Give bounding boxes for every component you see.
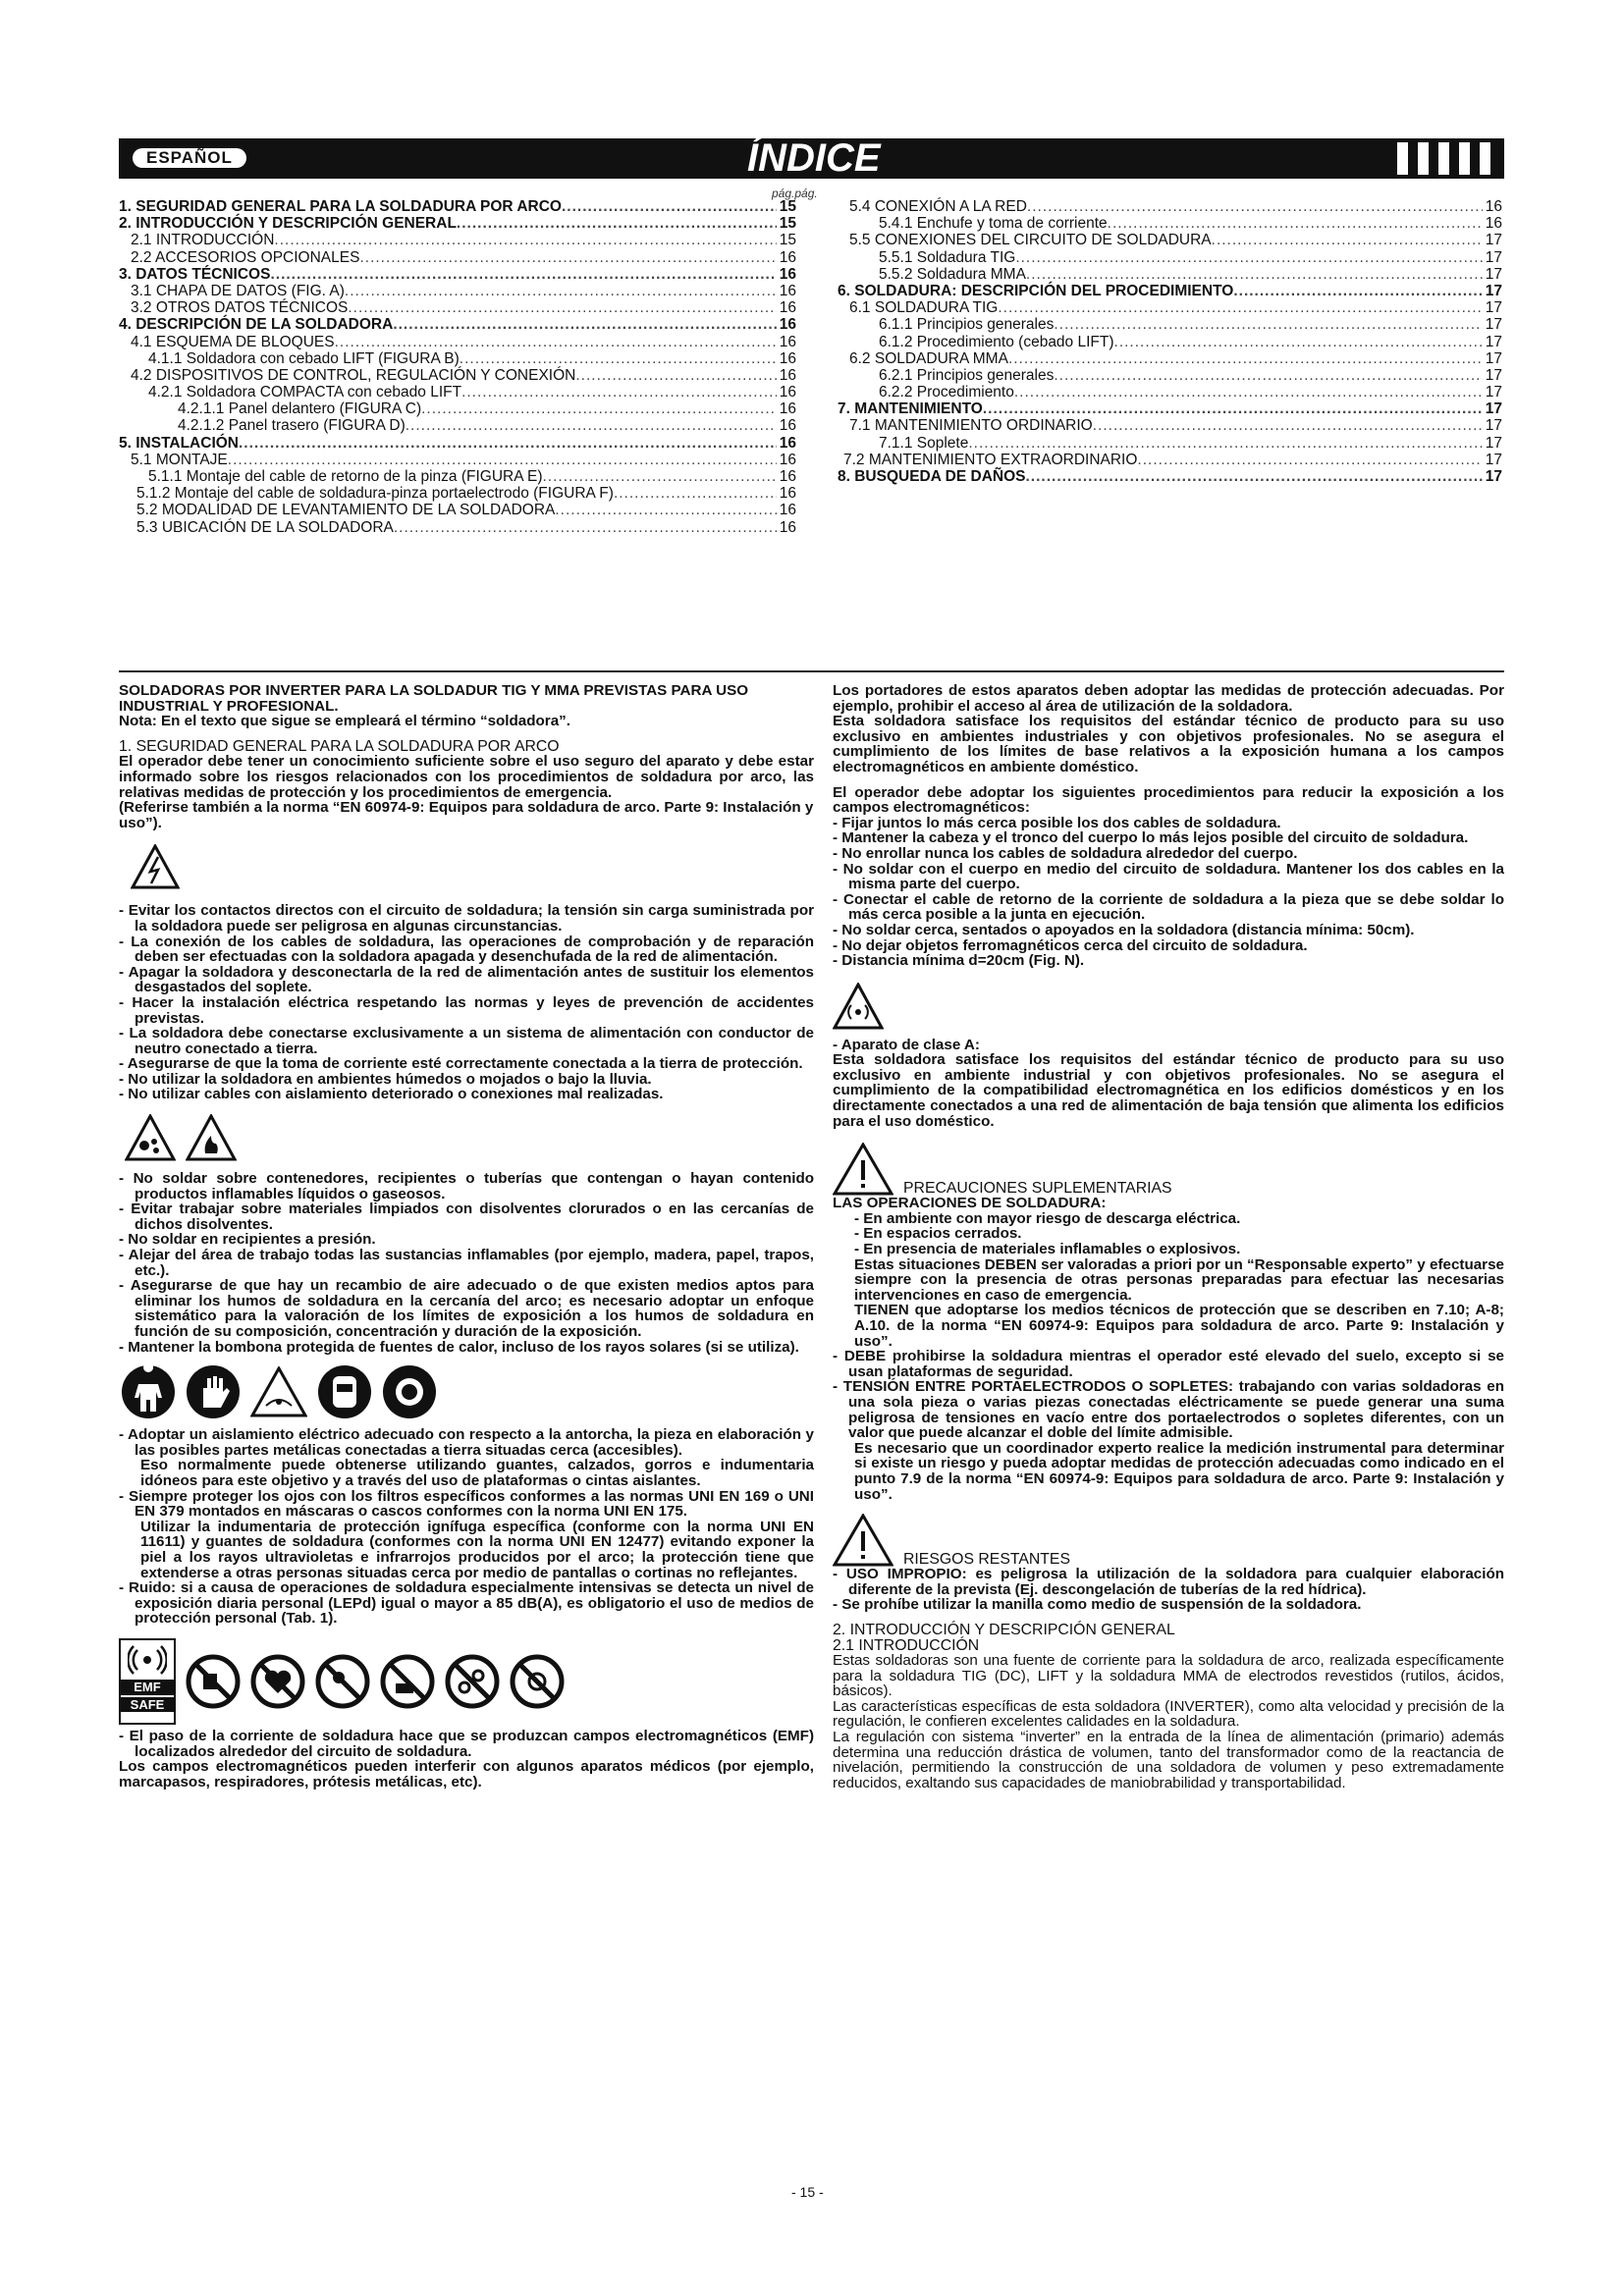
list-item: - Asegurarse de que hay un recambio de aire adecuado o de que existen medios aptos para eliminar los humos de soldadura en la cercanía del arco; es necesario adoptar un enfoque sistemático para la valoración de los límites de exposición a los humos de soldadura en función de su composición, concentración y duración de la exposición. [119, 1277, 814, 1340]
list-item: - TENSIÓN ENTRE PORTAELECTRODOS O SOPLETES: trabajando con varias soldadoras en una sola pieza o varias piezas conectadas eléctricamente se puede generar una suma peligrosa de tensiones en vacío entre dos portaelectrodos o sopletes diferentes, con un valor que puede alcanzar el doble del límite admisible. [833, 1378, 1504, 1442]
index-entry-leader [1114, 334, 1483, 350]
index-entry-leader [1014, 384, 1483, 400]
index-entry-leader [359, 249, 776, 266]
index-entry [119, 435, 796, 452]
list-item: - No utilizar la soldadora en ambientes húmedos o mojados o bajo la lluvia. [119, 1070, 652, 1088]
left-text-column: SOLDADORAS POR INVERTER PARA LA SOLDADUR TIG Y MMA PREVISTAS PARA USO INDUSTRIAL Y PROFESIONAL. Nota: En el texto que sigue se empleará el término “soldadora”. 1. SEGURIDAD GENERAL PARA LA SOLDADURA POR ARCO El operador debe tener un conocimiento suficiente sobre el uso seguro del aparato y debe estar informado sobre los riesgos relacionados con los procedimientos de soldadura por arco, las relativas medidas de protección y los procedimientos de emergencia. (Referirse también a la norma “EN 60974-9: Equipos para soldadura de arco. Parte 9: Instalación y uso”). - Evitar los contactos directos con el circuito de soldadura; la tensión sin carga suministrada por la soldadora puede ser peligrosa en algunas circunstancias. - La conexión de los cables de soldadura, las operaciones de comprobación y de reparación deben ser efectuadas con la soldadora apagada y desenchufada de la red de alimentación. - Apagar la soldadora y desconectarla de la red de alimentación antes de sustituir los elementos desgastados del soplete. - Hacer la instalación eléctrica respetando las normas y leyes de prevención de accidentes previstas. - La soldadora debe conectarse exclusivamente a un sistema de alimentación con conductor de neutro conectado a tierra. - Asegurarse de que la toma de corriente esté correctamente conectada a la tierra de protección. - No utilizar la soldadora en ambientes húmedos o mojados o bajo la lluvia. - No utilizar cables con aislamiento deteriorado o conexiones mal realizadas. - No soldar sobre contenedores, recipientes o tuberías que contengan o hayan contenido productos inflamables líquidos o gaseosos. - Evitar trabajar sobre materiales limpiados con disolventes clorurados o en las cercanías de dichos disolventes. - No soldar en recipientes a presión. - Alejar del área de trabajo todas las sustancias inflamables (por ejemplo, madera, papel, trapos, etc.). - Asegurarse de que hay un recambio de aire adecuado o de que existen medios aptos para eliminar los humos de soldadura en la cercanía del arco; es necesario adoptar un enfoque sistemático para la valoración de los límites de exposición a los humos de soldadura en función de su composición, concentración y duración de la exposición. - Mantener la bombona protegida de fuentes de calor, incluso de los rayos solares (si se utiliza). - Adoptar un aislamiento eléctrico adecuado con respecto a la antorcha, la pieza en elaboración y las posibles partes metálicas conectadas a tierra situadas cerca (accesibles). Eso normalmente puede obtenerse utilizando guantes, calzados, gorros e indumentaria idóneos para este objetivo y a través del uso de plataformas o cintas aislantes. - Siempre proteger los ojos con los filtros específicos conformes a las normas UNI EN 169 o UNI EN 379 montados en máscaras o cascos conformes con la norma UNI EN 175. Utilizar la indumentaria de protección ignífuga específica (conforme con la norma UNI EN 11611) y guantes de soldadura (conformes con la norma UNI EN 12477) evitando exponer la piel a los rayos ultravioletas e infrarrojos producidos por el arco; la protección tiene que extenderse a otras personas situadas cerca por medio de pantallas o cortinas no reflejantes. - Ruido: si a causa de operaciones de soldadura especialmente intensivas se detecta un nivel de exposición diaria personal (LEPd) igual o mayor a 85 dB(A), es obligatorio el uso de medios de protección personal (Tab. 1). EMF SAFE - El paso de la corriente de soldadura hace que se produzcan campos electromagnéticos (EMF) localizados alrededor del circuito de soldadura. Los campos electromagnéticos pueden interferir con algunos aparatos médicos (por ejemplo, marcapasos, respiradores, prótesis metálicas, etc). [119, 682, 815, 1790]
index-entry-page: 16 [779, 400, 796, 418]
list-item: - No dejar objetos ferromagnéticos cerca del circuito de soldadura. [833, 936, 1308, 954]
index-entry-leader [575, 367, 776, 384]
protective-clothing-icon [121, 1364, 176, 1419]
precautions-text-2: TIENEN que adoptarse los medios técnicos de protección que se describen en 7.10; A-8; A.10. de la norma “EN 60974-9: Equipos para soldadura de arco. Parte 9: Instalación y uso”. [854, 1302, 1504, 1350]
pacemaker-paragraph: Los portadores de estos aparatos deben adoptar las medidas de protección adecuadas. Por ejemplo, prohibir el acceso al área de utilización de la soldadora. [833, 682, 1504, 715]
index-entry-leader [270, 266, 776, 283]
index-entry-page: 16 [779, 265, 796, 283]
emf-standard-paragraph: Esta soldadora satisface los requisitos del estándar técnico de producto para su uso exclusivo en ambientes industriales y con objetivos profesionales. No se asegura el cumplimiento de los límites de base relativos a la exposición humana a los campos electromagnéticos en ambiente doméstico. [833, 713, 1504, 775]
index-entry-page: 15 [779, 232, 796, 249]
index-entry-leader [1108, 215, 1483, 232]
index-entry-title: 4.1.1 Soldadora con cebado LIFT (FIGURA B) [148, 349, 460, 367]
index-entry-title: 5.5.2 Soldadura MMA [879, 265, 1026, 283]
index-entry-page: 16 [779, 384, 796, 401]
index-entry-title: 5.1.2 Montaje del cable de soldadura-pinza portaelectrodo (FIGURA F) [136, 485, 614, 503]
index-entry-leader [228, 452, 777, 468]
index-entry-page: 16 [779, 349, 796, 367]
index-left-column [119, 198, 796, 536]
list-item [854, 1226, 1504, 1242]
emf-procedures-intro: El operador debe adoptar los siguientes procedimientos para reducir la exposición a los campos electromagnéticos: [833, 783, 1504, 817]
index-entry-leader [348, 299, 776, 316]
index-entry [838, 417, 1502, 434]
list-item: - Mantener la cabeza y el tronco del cuerpo lo más lejos posible del circuito de soldadura. [833, 829, 1469, 847]
precautions-subtitle: LAS OPERACIONES DE SOLDADURA: [833, 1195, 1107, 1212]
index-entry-title: 7. MANTENIMIENTO [838, 400, 983, 418]
index-entry [119, 215, 796, 232]
protective-gloves-icon [186, 1364, 241, 1419]
index-entry-title: 5.4 CONEXIÓN A LA RED [849, 198, 1027, 215]
index-entry-page: 17 [1485, 400, 1502, 418]
index-entry-title: 5.5.1 Soldadura TIG [879, 248, 1016, 266]
index-entry-page: 16 [779, 485, 796, 503]
warning-icon [833, 1514, 893, 1567]
index-entry-page: 16 [779, 316, 796, 334]
emf-label: EMF [121, 1680, 174, 1695]
index-entry [119, 417, 796, 434]
index-entry-title: 6.1.2 Procedimiento (cebado LIFT) [879, 333, 1114, 350]
index-entry-page: 17 [1485, 282, 1502, 299]
list-item-text: Hacer la instalación eléctrica respetando las normas y leyes de prevención de accidentes previstas. [132, 993, 815, 1027]
list-item-text: Se prohíbe utilizar la manilla como medio de suspensión de la soldadora. [841, 1596, 1362, 1614]
list-item: - Conectar el cable de retorno de la corriente de soldadura a la pieza que se debe soldar lo más cerca posible a la junta en ejecución. [833, 890, 1505, 924]
index-entry-leader [1015, 249, 1482, 266]
list-item-text: Evitar trabajar sobre materiales limpiados con disolventes clorurados o en las cercanías de dichos disolventes. [131, 1201, 814, 1233]
index-entry [119, 232, 796, 248]
no-pacemaker-icon [186, 1654, 241, 1709]
list-item-text: No soldar sobre contenedores, recipientes o tuberías que contengan o hayan contenido productos inflamables líquidos o gaseosos. [133, 1170, 815, 1202]
index-entry-title: 1. SEGURIDAD GENERAL PARA LA SOLDADURA POR ARCO [119, 198, 562, 215]
index-entry-page: 16 [779, 434, 796, 452]
ppe-item-insulation: Adoptar un aislamiento eléctrico adecuado con respecto a la antorcha, la pieza en elaboración y las posibles partes metálicas conectadas a tierra situadas cerca (accesibles). [128, 1426, 814, 1459]
index-entry-leader [406, 417, 777, 434]
index-entry [838, 334, 1502, 350]
index-entry-title: 6.2 SOLDADURA MMA [849, 349, 1008, 367]
index-entry [838, 350, 1502, 367]
emf-text-1: El paso de la corriente de soldadura hace que se produzcan campos electromagnéticos (EMF) localizados alrededor del circuito de soldadura. [129, 1727, 815, 1760]
index-entry-page: 15 [779, 198, 796, 215]
index-entry-leader [1008, 350, 1483, 367]
explosive-hazard-icon [125, 1114, 176, 1161]
list-item-text: Asegurarse de que la toma de corriente esté correctamente conectada a la tierra de protección. [127, 1055, 803, 1073]
index-entry-leader [1233, 283, 1482, 299]
ppe-item-noise: Ruido: si a causa de operaciones de soldadura especialmente intensivas se detecta un nivel de exposición diaria personal (LEPd) igual o mayor a 85 dB(A), es obligatorio el uso de medios de protección personal (Tab. 1). [128, 1579, 815, 1628]
emf-safe-badge [119, 1638, 176, 1725]
index-entry-page: 16 [1485, 198, 1502, 215]
electric-safety-list [119, 903, 814, 1102]
index-entry-page: 17 [1485, 349, 1502, 367]
index-entry-title: 4.2.1.2 Panel trasero (FIGURA D) [178, 417, 406, 435]
list-item-text: DEBE prohibirse la soldadura mientras el operador esté elevado del suelo, excepto si se usan plataformas de seguridad. [843, 1348, 1504, 1380]
emf-text-2: Los campos electromagnéticos pueden interferir con algunos aparatos médicos (por ejemplo, marcapasos, respiradores, prótesis metálicas, etc). [119, 1758, 814, 1790]
list-item-text: No dejar objetos ferromagnéticos cerca del circuito de soldadura. [841, 936, 1308, 954]
index-entry-title: 5.1.1 Montaje del cable de retorno de la pinza (FIGURA E) [148, 468, 543, 485]
ppe-list: - Adoptar un aislamiento eléctrico adecuado con respecto a la antorcha, la pieza en elaboración y las posibles partes metálicas conectadas a tierra situadas cerca (accesibles). Eso normalmente puede obtenerse utilizando guantes, calzados, gorros e indumentaria idóneos para este objetivo y a través del uso de plataformas o cintas aislantes. - Siempre proteger los ojos con los filtros específicos conformes a las normas UNI EN 169 o UNI EN 379 montados en máscaras o cascos conformes con la norma UNI EN 175. Utilizar la indumentaria de protección ignífuga específica (conforme con la norma UNI EN 11611) y guantes de soldadura (conformes con la norma UNI EN 12477) evitando exponer la piel a los rayos ultravioletas e infrarrojos producidos por el arco; la protección tiene que extenderse a otras personas situadas cerca por medio de pantallas o cortinas no reflejantes. - Ruido: si a causa de operaciones de soldadura especialmente intensivas se detecta un nivel de exposición diaria personal (LEPd) igual o mayor a 85 dB(A), es obligatorio el uso de medios de protección personal (Tab. 1). [119, 1426, 815, 1628]
list-item: - Fijar juntos lo más cerca posible los dos cables de soldadura. [833, 814, 1281, 831]
residual-risks-list [833, 1567, 1504, 1613]
index-entry [838, 452, 1502, 468]
list-item-text: Fijar juntos lo más cerca posible los dos cables de soldadura. [841, 814, 1281, 831]
emf-procedures-list [833, 816, 1504, 969]
index-entry-title: 4. DESCRIPCIÓN DE LA SOLDADORA [119, 316, 394, 334]
index-entry [838, 249, 1502, 266]
list-item: - No utilizar cables con aislamiento deteriorado o conexiones mal realizadas. [119, 1086, 664, 1103]
list-item: - La conexión de los cables de soldadura, las operaciones de comprobación y de reparación deben ser efectuadas con la soldadora apagada y desenchufada de la red de alimentación. [119, 933, 814, 966]
index-entry [119, 452, 796, 468]
index-entry [838, 384, 1502, 400]
list-item-text: TENSIÓN ENTRE PORTAELECTRODOS O SOPLETES: trabajando con varias soldadoras en una sola pieza o varias piezas conectadas eléctricamente se puede generar una suma peligrosa de tensiones en vacío entre dos portaelectrodos o sopletes diferentes, con un valor que puede alcanzar el doble del límite admisible. [842, 1378, 1504, 1442]
index-entry [119, 384, 796, 400]
index-entry-leader [345, 283, 777, 299]
section-2-1-paragraph-1: Estas soldadoras son una fuente de corriente para la soldadura de arco, realizada específicamente para la soldadura TIG (DC), LIFT y la soldadura MMA de electrodos revestidos (rutilos, ácidos, básicos). [833, 1652, 1504, 1700]
list-item-text: USO IMPROPIO: es peligrosa la utilización de la soldadora para cualquier elaboración diferente de la prevista (Ej. descongelación de tuberías de la red hídrica). [845, 1566, 1504, 1598]
list-item: - La soldadora debe conectarse exclusivamente a un sistema de alimentación con conductor de neutro conectado a tierra. [119, 1025, 814, 1057]
index-entry-leader [1025, 468, 1482, 485]
list-item-text: No soldar con el cuerpo en medio del circuito de soldadura. Mantener los dos cables en la misma parte del cuerpo. [842, 860, 1504, 893]
index-entry [838, 468, 1502, 485]
index-entry-leader [393, 316, 776, 333]
index-entry-page: 17 [1485, 265, 1502, 283]
list-item: - Mantener la bombona protegida de fuentes de calor, incluso de los rayos solares (si se utiliza). [119, 1338, 799, 1356]
index-entry-title: 3.2 OTROS DATOS TÉCNICOS [131, 299, 349, 317]
precautions-list [833, 1349, 1504, 1441]
index-right-column [838, 198, 1502, 485]
index-entry-title: 6.1 SOLDADURA TIG [849, 299, 999, 317]
index-entry-page: 17 [1485, 434, 1502, 452]
list-item-text: No soldar en recipientes a presión. [128, 1231, 376, 1249]
no-watch-icon [510, 1654, 565, 1709]
index-entry-page: 16 [779, 248, 796, 266]
section-2-1-title: 2.1 INTRODUCCIÓN [833, 1636, 980, 1654]
fire-safety-list [119, 1171, 814, 1355]
index-entry-page: 17 [1485, 384, 1502, 401]
index-entry-title: 7.1 MANTENIMIENTO ORDINARIO [849, 417, 1093, 435]
index-entry [838, 316, 1502, 333]
index-entry-page: 17 [1485, 248, 1502, 266]
precautions-text-1: Estas situaciones DEBEN ser valoradas a priori por un “Responsable experto” y efectuarse siempre con la presencia de otras personas preparadas para efectuar las necesarias intervenciones en caso de emergencia. [854, 1255, 1504, 1304]
index-entry-title: 5.2 MODALIDAD DE LEVANTAMIENTO DE LA SOLDADORA [136, 502, 556, 519]
list-item [854, 1211, 1504, 1227]
index-entry-page: 16 [779, 502, 796, 519]
list-item-text: - En presencia de materiales inflamables o explosivos. [854, 1241, 1241, 1258]
index-entry-page: 15 [779, 215, 796, 233]
list-item-text: No utilizar la soldadora en ambientes húmedos o mojados o bajo la lluvia. [128, 1070, 652, 1088]
section-2-title: 2. INTRODUCCIÓN Y DESCRIPCIÓN GENERAL [833, 1621, 1175, 1638]
list-item: - Evitar trabajar sobre materiales limpiados con disolventes clorurados o en las cercanías de dichos disolventes. [119, 1201, 814, 1233]
list-item-text: La conexión de los cables de soldadura, las operaciones de comprobación y de reparación deben ser efectuadas con la soldadora apagada y desenchufada de la red de alimentación. [131, 933, 814, 966]
list-item-text: - En espacios cerrados. [854, 1225, 1022, 1243]
index-entry-page: 16 [779, 366, 796, 384]
index-entry-page: 16 [779, 518, 796, 536]
intro-title: SOLDADORAS POR INVERTER PARA LA SOLDADUR TIG Y MMA PREVISTAS PARA USO INDUSTRIAL Y PROFESIONAL. [119, 682, 749, 715]
index-entry-page: 17 [1485, 299, 1502, 317]
index-entry-title: 5.3 UBICACIÓN DE LA SOLDADORA [136, 518, 394, 536]
list-item: - Evitar los contactos directos con el circuito de soldadura; la tensión sin carga suministrada por la soldadora puede ser peligrosa en algunas circunstancias. [119, 902, 815, 934]
index-entry-page: 17 [1485, 232, 1502, 249]
index-entry-leader [555, 502, 776, 518]
index-entry-leader [460, 350, 777, 367]
index-title: ÍNDICE [747, 136, 881, 180]
index-entry [838, 266, 1502, 283]
section-divider [119, 670, 1504, 672]
index-entry-page: 17 [1485, 333, 1502, 350]
index-entry [119, 283, 796, 299]
index-entry-leader [998, 299, 1482, 316]
list-item: - Se prohíbe utilizar la manilla como medio de suspensión de la soldadora. [833, 1596, 1362, 1614]
index-entry-leader [543, 468, 777, 485]
ppe-item-clothing: Utilizar la indumentaria de protección ignífuga específica (conforme con la norma UNI EN 11611) y guantes de soldadura (conformes con la norma UNI EN 12477) evitando exponer la piel a los rayos ultravioletas e infrarrojos producidos por el arco; la protección tiene que extenderse a otras personas situadas cerca por medio de pantallas o cortinas no reflejantes. [140, 1518, 814, 1581]
index-entry-page: 17 [1485, 316, 1502, 334]
index-entry-leader [1054, 316, 1482, 333]
index-entry-title: 3.1 CHAPA DE DATOS (FIG. A) [131, 282, 345, 299]
index-entry-title: 4.1 ESQUEMA DE BLOQUES [131, 333, 335, 350]
list-item-text: Alejar del área de trabajo todas las sustancias inflamables (por ejemplo, madera, papel, trapos, etc.). [128, 1247, 814, 1279]
index-entry-leader [1212, 232, 1483, 248]
section-2-1-paragraph-2: Las características específicas de esta soldadora (INVERTER), como alta velocidad y precisión de la regulación, le confieren excelentes calidades en la soldadura. [833, 1697, 1504, 1731]
index-entry [119, 249, 796, 266]
non-ionizing-radiation-icon [833, 983, 884, 1030]
list-item: - Alejar del área de trabajo todas las sustancias inflamables (por ejemplo, madera, papel, trapos, etc.). [119, 1247, 814, 1279]
face-shield-icon [317, 1364, 372, 1419]
index-entry-title: 5.4.1 Enchufe y toma de corriente [879, 215, 1108, 233]
precautions-text-3: Es necesario que un coordinador experto realice la medición instrumental para determinar si existe un riesgo y pueda adoptar medidas de protección adecuadas como indicado en el punto 7.9 de la norma “EN 60974-9: Equipos para soldadura de arco. Parte 9: Instalación y uso”. [854, 1439, 1504, 1503]
index-entry [119, 367, 796, 384]
warning-icon [833, 1143, 893, 1196]
list-item-text: Mantener la bombona protegida de fuentes de calor, incluso de los rayos solares (si se utiliza). [128, 1338, 799, 1356]
index-entry [838, 198, 1502, 215]
precautions-situations [833, 1211, 1504, 1257]
index-entry-page: 17 [1485, 417, 1502, 435]
index-entry-leader [457, 215, 777, 232]
index-entry-page: 17 [1485, 451, 1502, 468]
index-entry-title: 2.2 ACCESORIOS OPCIONALES [131, 248, 360, 266]
list-item-text: No soldar cerca, sentados o apoyados en la soldadora (distancia mínima: 50cm). [841, 921, 1415, 938]
list-item: - No soldar sobre contenedores, recipientes o tuberías que contengan o hayan contenido productos inflamables líquidos o gaseosos. [119, 1170, 815, 1202]
residual-risks-title: RIESGOS RESTANTES [903, 1550, 1070, 1568]
index-entry [119, 350, 796, 367]
index-entry-leader [394, 519, 777, 536]
index-entry [119, 266, 796, 283]
no-hearing-aid-icon [380, 1654, 435, 1709]
list-item: - Hacer la instalación eléctrica respetando las normas y leyes de prevención de accidentes previstas. [119, 993, 815, 1027]
index-entry-leader [274, 232, 776, 248]
list-item: - Distancia mínima d=20cm (Fig. N). [833, 952, 1085, 970]
index-entry-page: 16 [779, 333, 796, 350]
eye-hazard-icon [250, 1366, 307, 1417]
index-entry [119, 502, 796, 518]
index-entry [838, 400, 1502, 417]
index-entry-page: 16 [1485, 215, 1502, 233]
list-item [854, 1242, 1504, 1257]
no-metal-implant-icon [315, 1654, 370, 1709]
list-item-text: Apagar la soldadora y desconectarla de la red de alimentación antes de sustituir los elementos desgastados del soplete. [128, 963, 814, 996]
index-entry [119, 400, 796, 417]
index-entry-page: 16 [779, 282, 796, 299]
index-entry-title: 7.2 MANTENIMIENTO EXTRAORDINARIO [843, 451, 1138, 468]
index-entry [838, 299, 1502, 316]
index-entry [119, 519, 796, 536]
list-item-text: - En ambiente con mayor riesgo de descarga eléctrica. [854, 1209, 1241, 1227]
index-entry [838, 215, 1502, 232]
index-entry [119, 468, 796, 485]
index-entry [119, 485, 796, 502]
class-a-text: Esta soldadora satisface los requisitos del estándar técnico de producto para su uso exclusivo en ambiente industrial y con objetivos profesionales. No se asegura el cumplimiento de la compatibilidad electromagnética en los edificios domésticos y en los directamente conectados a una red de alimentación de baja tensión que alimenta los edificios para el uso doméstico. [833, 1051, 1504, 1130]
index-entry-title: 5.1 MONTAJE [131, 451, 228, 468]
precautions-title: PRECAUCIONES SUPLEMENTARIAS [903, 1179, 1172, 1197]
list-item-text: Evitar los contactos directos con el circuito de soldadura; la tensión sin carga suministrada por la soldadora puede ser peligrosa en algunas circunstancias. [128, 902, 815, 934]
list-item: - Asegurarse de que la toma de corriente esté correctamente conectada a la tierra de protección. [119, 1055, 803, 1073]
index-entry-title: 6.2.1 Principios generales [879, 366, 1055, 384]
list-item-text: Asegurarse de que hay un recambio de aire adecuado o de que existen medios aptos para eliminar los humos de soldadura en la cercanía del arco; es necesario adoptar un enfoque sistemático para la valoración de los límites de exposición a los humos de soldadura en función de su composición, concentración y duración de la exposición. [130, 1277, 814, 1340]
index-entry-page: 17 [1485, 366, 1502, 384]
list-item-text: Conectar el cable de retorno de la corriente de soldadura a la pieza que se debe soldar lo más cerca posible a la junta en ejecución. [843, 890, 1505, 924]
section-1-title: 1. SEGURIDAD GENERAL PARA LA SOLDADURA POR ARCO [119, 737, 560, 755]
emf-radiation-icon [128, 1640, 167, 1680]
index-entry-leader [421, 400, 777, 417]
index-entry-page: 16 [779, 451, 796, 468]
index-entry-leader [335, 334, 777, 350]
index-entry-title: 6.1.1 Principios generales [879, 316, 1055, 334]
list-item: - No soldar en recipientes a presión. [119, 1231, 376, 1249]
language-label: ESPAÑOL [133, 148, 246, 168]
list-item: - USO IMPROPIO: es peligrosa la utilización de la soldadora para cualquier elaboración diferente de la prevista (Ej. descongelación de tuberías de la red hídrica). [833, 1566, 1504, 1598]
index-entry [838, 232, 1502, 248]
index-entry-title: 8. BUSQUEDA DE DAÑOS [838, 468, 1026, 485]
ppe-item-eyes: Siempre proteger los ojos con los filtros específicos conformes a las normas UNI EN 169 o UNI EN 379 montados en máscaras o cascos conformes con la norma UNI EN 175. [129, 1487, 814, 1521]
index-entry-title: 2. INTRODUCCIÓN Y DESCRIPCIÓN GENERAL [119, 215, 457, 233]
index-entry [838, 283, 1502, 299]
index-entry-page: 16 [779, 299, 796, 317]
list-item-text: No utilizar cables con aislamiento deteriorado o conexiones mal realizadas. [128, 1086, 664, 1103]
index-entry-title: 5.5 CONEXIONES DEL CIRCUITO DE SOLDADURA [849, 232, 1212, 249]
index-entry-leader [562, 198, 777, 215]
right-text-column: Los portadores de estos aparatos deben adoptar las medidas de protección adecuadas. Por ejemplo, prohibir el acceso al área de utilización de la soldadora. Esta soldadora satisface los requisitos del estándar técnico de producto para su uso exclusivo en ambientes industriales y con objetivos profesionales. No se asegura el cumplimiento de los límites de base relativos a la exposición humana a los campos electromagnéticos en ambiente doméstico. El operador debe adoptar los siguientes procedimientos para reducir la exposición a los campos electromagnéticos: - Fijar juntos lo más cerca posible los dos cables de soldadura. - Mantener la cabeza y el tronco del cuerpo lo más lejos posible del circuito de soldadura. - No enrollar nunca los cables de soldadura alrededor del cuerpo. - No soldar con el cuerpo en medio del circuito de soldadura. Mantener los dos cables en la misma parte del cuerpo. - Conectar el cable de retorno de la corriente de soldadura a la pieza que se debe soldar lo más cerca posible a la junta en ejecución. - No soldar cerca, sentados o apoyados en la soldadora (distancia mínima: 50cm). - No dejar objetos ferromagnéticos cerca del circuito de soldadura. - Distancia mínima d=20cm (Fig. N). - Aparato de clase A: Esta soldadora satisface los requisitos del estándar técnico de producto para su uso exclusivo en ambiente industrial y con objetivos profesionales. No se asegura el cumplimiento de la compatibilidad electromagnética en los edificios domésticos y en los directamente conectados a una red de alimentación de baja tensión que alimenta los edificios para el uso doméstico. PRECAUCIONES SUPLEMENTARIAS LAS OPERACIONES DE SOLDADURA: - En ambiente con mayor riesgo de descarga eléctrica. - En espacios cerrados. - En presencia de materiales inflamables o explosivos. Estas situaciones DEBEN ser valoradas a priori por un “Responsable experto” y efectuarse siempre con la presencia de otras personas preparadas para efectuar las necesarias intervenciones en caso de emergencia. TIENEN que adoptarse los medios técnicos de protección que se describen en 7.10; A-8; A.10. de la norma “EN 60974-9: Equipos para soldadura de arco. Parte 9: Instalación y uso”. - DEBE prohibirse la soldadura mientras el operador esté elevado del suelo, excepto si se usan plataformas de seguridad. - TENSIÓN ENTRE PORTAELECTRODOS O SOPLETES: trabajando con varias soldadoras en una sola pieza o varias piezas conectadas eléctricamente se puede generar una suma peligrosa de tensiones en vacío entre dos portaelectrodos o sopletes diferentes, con un valor que puede alcanzar el doble del límite admisible. Es necesario que un coordinador experto realice la medición instrumental para determinar si existe un riesgo y pueda adoptar medidas de protección adecuadas como indicado en el punto 7.9 de la norma “EN 60974-9: Equipos para soldadura de arco. Parte 9: Instalación y uso”. RIESGOS RESTANTES - USO IMPROPIO: es peligrosa la utilización de la soldadora para cualquier elaboración diferente de la prevista (Ej. descongelación de tuberías de la red hídrica). - Se prohíbe utilizar la manilla como medio de suspensión de la soldadora. 2. INTRODUCCIÓN Y DESCRIPCIÓN GENERAL 2.1 INTRODUCCIÓN Estas soldadoras son una fuente de corriente para la soldadura de arco, realizada específicamente para la soldadura TIG (DC), LIFT y la soldadura MMA de electrodos revestidos (rutilos, ácidos, básicos). Las características específicas de esta soldadora (INVERTER), como alta velocidad y precisión de la regulación, le confieren excelentes calidades en la soldadura. La regulación con sistema “inverter” en la entrada de la línea de alimentación (primario) además determina una reducción drástica de volumen, tanto del transformador como de la reactancia de nivelación, permitiendo la construcción de una soldadora de volumen y peso extremadamente reducidos, exaltando sus capacidades de maniobrabilidad y transportabilidad. [833, 682, 1505, 1791]
index-entry-title: 2.1 INTRODUCCIÓN [131, 232, 275, 249]
index-entry [838, 435, 1502, 452]
index-entry-leader [983, 400, 1483, 417]
index-entry-leader [1137, 452, 1482, 468]
index-entry-page: 16 [779, 417, 796, 435]
intro-note: Nota: En el texto que sigue se empleará el término “soldadora”. [119, 713, 570, 730]
no-heart-implant-icon [250, 1654, 305, 1709]
index-entry-title: 5. INSTALACIÓN [119, 434, 239, 452]
list-item: - No soldar cerca, sentados o apoyados en la soldadora (distancia mínima: 50cm). [833, 921, 1415, 938]
index-entry [838, 367, 1502, 384]
electric-hazard-icon [131, 844, 180, 889]
index-entry-title: 4.2.1.1 Panel delantero (FIGURA C) [178, 400, 422, 418]
list-item-text: No enrollar nunca los cables de soldadura alrededor del cuerpo. [841, 844, 1298, 862]
ppe-item-insulation-note: Eso normalmente puede obtenerse utilizando guantes, calzados, gorros e indumentaria idóneos para este objetivo y a través del uso de plataformas o cintas aislantes. [140, 1457, 814, 1489]
no-metal-objects-icon [445, 1654, 500, 1709]
list-item: - DEBE prohibirse la soldadura mientras el operador esté elevado del suelo, excepto si se usan plataformas de seguridad. [833, 1348, 1504, 1380]
list-item-text: Distancia mínima d=20cm (Fig. N). [841, 952, 1085, 970]
index-entry [119, 334, 796, 350]
index-entry [119, 299, 796, 316]
index-entry-leader [239, 435, 777, 452]
page-number: - 15 - [791, 2184, 824, 2200]
index-entry-leader [1093, 417, 1483, 434]
index-entry-title: 4.2.1 Soldadora COMPACTA con cebado LIFT [148, 384, 462, 401]
index-header-bar [119, 138, 1504, 179]
index-entry [119, 198, 796, 215]
header-decoration-bars [1397, 142, 1490, 175]
index-entry-page: 17 [1485, 468, 1502, 485]
section-1-text: El operador debe tener un conocimiento suficiente sobre el uso seguro del aparato y debe estar informado sobre los riesgos relacionados con los procedimientos de soldadura por arco, las relativas medidas de protección y los procedimientos de emergencia. [119, 753, 814, 801]
index-entry-title: 7.1.1 Soplete [879, 434, 969, 452]
index-entry-leader [1054, 367, 1482, 384]
list-item-text: La soldadora debe conectarse exclusivamente a un sistema de alimentación con conductor de neutro conectado a tierra. [129, 1025, 814, 1057]
safe-label: SAFE [121, 1697, 174, 1713]
index-entry-leader [461, 384, 777, 400]
index-entry-leader [1026, 266, 1483, 283]
index-entry-title: 6. SOLDADURA: DESCRIPCIÓN DEL PROCEDIMIENTO [838, 282, 1234, 299]
list-item: - No enrollar nunca los cables de soldadura alrededor del cuerpo. [833, 844, 1298, 862]
list-item: - Apagar la soldadora y desconectarla de la red de alimentación antes de sustituir los elementos desgastados del soplete. [119, 963, 814, 996]
index-entry-leader [614, 485, 777, 502]
index-entry-leader [1027, 198, 1483, 215]
section-1-reference: (Referirse también a la norma “EN 60974-9: Equipos para soldadura de arco. Parte 9: Instalación y uso”). [119, 799, 814, 831]
ear-protection-icon [382, 1364, 437, 1419]
index-entry-title: 6.2.2 Procedimiento [879, 384, 1014, 401]
list-item: - No soldar con el cuerpo en medio del circuito de soldadura. Mantener los dos cables en la misma parte del cuerpo. [833, 860, 1504, 893]
index-entry-title: 4.2 DISPOSITIVOS DE CONTROL, REGULACIÓN Y CONEXIÓN [131, 366, 576, 384]
list-item-text: Mantener la cabeza y el tronco del cuerpo lo más lejos posible del circuito de soldadura. [841, 829, 1469, 847]
class-a-title: Aparato de clase A: [840, 1036, 980, 1053]
index-entry-page: 16 [779, 468, 796, 485]
section-2-1-paragraph-3: La regulación con sistema “inverter” en la entrada de la línea de alimentación (primario) además determina una reducción drástica de volumen, tanto del transformador como de la reactancia de nivelación, permitiendo la construcción de una soldadora de volumen y peso extremadamente reducidos, exaltando sus capacidades de maniobrabilidad y transportabilidad. [833, 1729, 1504, 1791]
fire-hazard-icon [186, 1114, 237, 1161]
page-column-label: pág.pág. [772, 187, 818, 200]
index-entry-title: 3. DATOS TÉCNICOS [119, 265, 271, 283]
index-entry-leader [968, 435, 1482, 452]
index-entry [119, 316, 796, 333]
